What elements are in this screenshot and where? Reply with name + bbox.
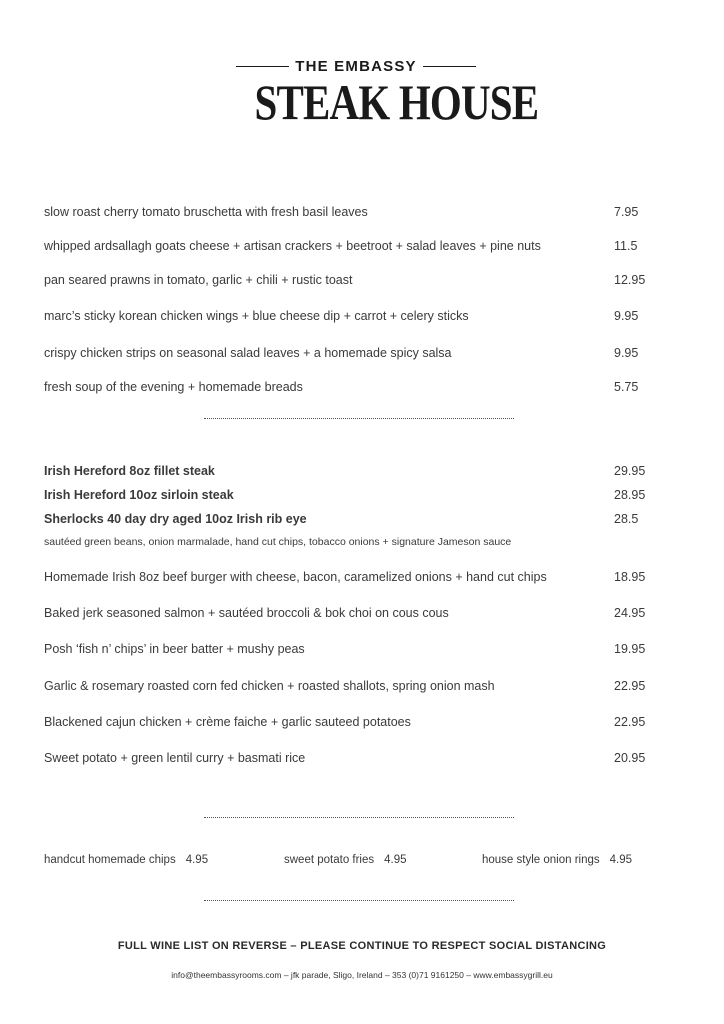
logo-rule-left [236, 66, 289, 67]
logo-rule-right [423, 66, 476, 67]
side-item [284, 850, 407, 870]
logo-top-text: THE EMBASSY [295, 57, 417, 75]
menu-item-name: Posh ‘fish n’ chips’ in beer batter + mushy peas [44, 642, 305, 656]
menu-item-name: whipped ardsallagh goats cheese + artisan crackers + beetroot + salad leaves + pine nuts [44, 239, 541, 253]
side-item-name: sweet potato fries [284, 854, 375, 866]
menu-item-name: Baked jerk seasoned salmon + sautéed broccoli & bok choi on cous cous [44, 606, 449, 620]
menu-row [44, 748, 660, 768]
side-item [482, 850, 632, 870]
menu-item-price: 7.95 [614, 205, 639, 219]
menu-item-price: 9.95 [614, 309, 639, 323]
side-item-name: handcut homemade chips [44, 854, 176, 866]
side-item-price: 4.95 [185, 854, 209, 866]
menu-item-name: Irish Hereford 10oz sirloin steak [44, 488, 234, 502]
menu-row [44, 603, 660, 623]
menu-item-price: 18.95 [614, 570, 646, 584]
menu-row [44, 270, 660, 290]
menu-item-price: 22.95 [614, 715, 646, 729]
menu-item-price: 28.5 [614, 512, 639, 526]
menu-item-price: 29.95 [614, 464, 646, 478]
menu-item-name: crispy chicken strips on seasonal salad leaves + a homemade spicy salsa [44, 346, 452, 360]
menu-row [44, 202, 660, 222]
side-item [44, 850, 208, 870]
menu-item-price: 12.95 [614, 273, 646, 287]
sides-row [44, 850, 664, 870]
menu-item-name: Irish Hereford 8oz fillet steak [44, 464, 215, 478]
menu-row-steak [44, 461, 660, 481]
menu-item-price: 9.95 [614, 346, 639, 360]
menu-row [44, 306, 660, 326]
menu-row [44, 343, 660, 363]
menu-item-name: Sweet potato + green lentil curry + basmati rice [44, 751, 306, 765]
menu-item-name: slow roast cherry tomato bruschetta with fresh basil leaves [44, 205, 368, 219]
menu-row [44, 377, 660, 397]
contact-line: info@theembassyrooms.com – jfk parade, Sligo, Ireland – 353 (0)71 9161250 – www.embassygrill.eu [171, 970, 553, 980]
wine-list-notice: FULL WINE LIST ON REVERSE – PLEASE CONTINUE TO RESPECT SOCIAL DISTANCING [117, 940, 607, 952]
menu-row [44, 567, 660, 587]
menu-row-steak [44, 509, 660, 529]
menu-item-name: fresh soup of the evening + homemade breads [44, 380, 303, 394]
section-divider [204, 900, 514, 901]
logo-main-text: STEAK HOUSE [254, 74, 539, 130]
section-divider [204, 418, 514, 419]
side-item-price: 4.95 [384, 854, 407, 866]
menu-item-price: 20.95 [614, 751, 646, 765]
menu-item-name: Homemade Irish 8oz beef burger with cheese, bacon, caramelized onions + hand cut chips [44, 570, 547, 584]
menu-item-name: Blackened cajun chicken + crème faiche + garlic sauteed potatoes [44, 715, 411, 729]
menu-row-steak [44, 485, 660, 505]
menu-item-price: 28.95 [614, 488, 646, 502]
logo-top-line [236, 56, 476, 76]
side-item-price: 4.95 [609, 854, 633, 866]
steak-sides-note: sautéed green beans, onion marmalade, hand cut chips, tobacco onions + signature Jameson sauce [44, 536, 512, 548]
menu-item-name: pan seared prawns in tomato, garlic + chili + rustic toast [44, 273, 353, 287]
menu-item-price: 11.5 [614, 239, 638, 253]
menu-item-price: 24.95 [614, 606, 646, 620]
menu-item-name: Sherlocks 40 day dry aged 10oz Irish rib eye [44, 512, 307, 526]
menu-row [44, 236, 660, 256]
menu-item-price: 19.95 [614, 642, 646, 656]
menu-item-name: marc’s sticky korean chicken wings + blue cheese dip + carrot + celery sticks [44, 309, 469, 323]
menu-item-name: Garlic & rosemary roasted corn fed chicken + roasted shallots, spring onion mash [44, 679, 495, 693]
menu-row [44, 676, 660, 696]
menu-row [44, 639, 660, 659]
menu-item-price: 5.75 [614, 380, 639, 394]
menu-item-price: 22.95 [614, 679, 646, 693]
menu-row [44, 712, 660, 732]
section-divider [204, 817, 514, 818]
side-item-name: house style onion rings [482, 854, 600, 866]
